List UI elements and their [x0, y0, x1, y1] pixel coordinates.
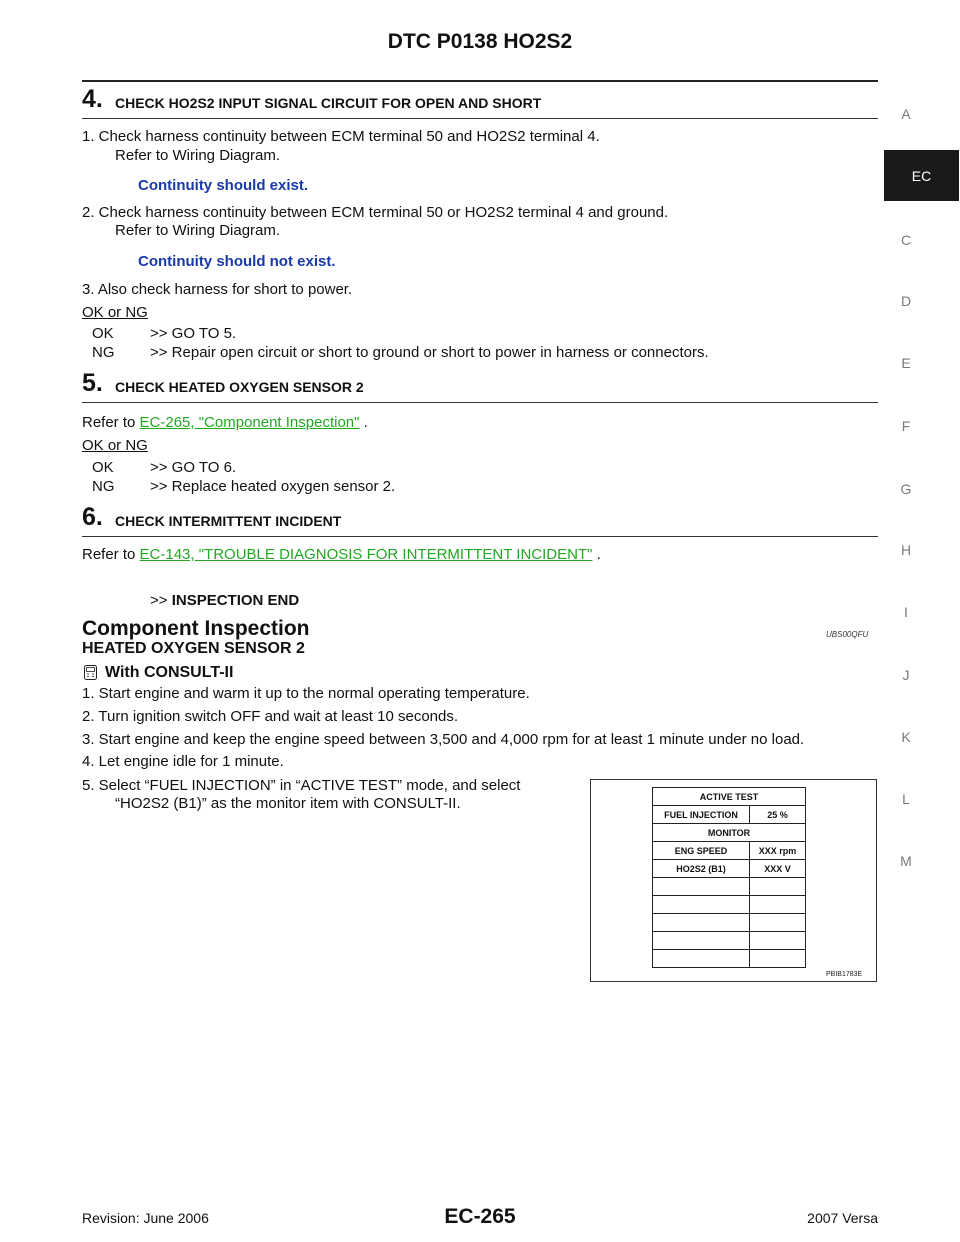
step5-refer-suffix: . — [359, 414, 368, 431]
step5-number: 5. — [82, 369, 103, 397]
component-title: Component Inspection — [82, 617, 310, 640]
empty-row-label — [653, 896, 750, 914]
step4-item1: 1. Check harness continuity between ECM terminal 50 and HO2S2 terminal 4. — [82, 128, 600, 145]
fuel-injection-label: FUEL INJECTION — [653, 806, 750, 824]
step4-ok-val: >> GO TO 5. — [150, 325, 237, 342]
component-step-5-cont: “HO2S2 (B1)” as the monitor item with CONSULT-II. — [115, 795, 461, 812]
step6-title: CHECK INTERMITTENT INCIDENT — [115, 513, 342, 529]
figure-id: PBIB1783E — [826, 971, 863, 978]
step4-item1-sub: Refer to Wiring Diagram. — [115, 147, 281, 164]
ho2s2-value: XXX V — [750, 860, 806, 878]
step4-ok-key: OK — [92, 325, 114, 342]
side-index-e[interactable]: E — [901, 355, 911, 371]
side-index-m[interactable]: M — [900, 853, 912, 869]
active-test-table — [652, 787, 806, 968]
step5-rule — [82, 402, 878, 403]
empty-row-value — [750, 896, 806, 914]
step6-link[interactable]: EC-143, "TROUBLE DIAGNOSIS FOR INTERMITTENT INCIDENT" — [139, 546, 593, 563]
step5-link[interactable]: EC-265, "Component Inspection" — [139, 414, 360, 431]
footer-page-number: EC-265 — [444, 1205, 516, 1228]
step5-ok-or-ng: OK or NG — [82, 437, 148, 454]
side-index-c[interactable]: C — [900, 232, 912, 248]
empty-row-value — [750, 932, 806, 950]
active-test-header: ACTIVE TEST — [653, 788, 806, 806]
component-step-2: 2. Turn ignition switch OFF and wait at least 10 seconds. — [82, 708, 459, 725]
step5-title: CHECK HEATED OXYGEN SENSOR 2 — [115, 379, 364, 395]
step6-number: 6. — [82, 503, 103, 531]
step6-rule — [82, 536, 878, 537]
fuel-injection-value: 25 % — [750, 806, 806, 824]
empty-row-value — [750, 950, 806, 968]
step4-item2: 2. Check harness continuity between ECM terminal 50 or HO2S2 terminal 4 and ground. — [82, 204, 669, 221]
side-index-k[interactable]: K — [901, 729, 911, 745]
empty-row-value — [750, 878, 806, 896]
empty-row-label — [653, 950, 750, 968]
step4-title: CHECK HO2S2 INPUT SIGNAL CIRCUIT FOR OPEN AND SHORT — [115, 95, 542, 111]
consult-tool-icon — [82, 664, 99, 681]
component-step-1: 1. Start engine and warm it up to the normal operating temperature. — [82, 685, 530, 702]
step5-ng-val: >> Replace heated oxygen sensor 2. — [150, 478, 396, 495]
component-subtitle: HEATED OXYGEN SENSOR 2 — [82, 640, 305, 657]
side-index-i[interactable]: I — [904, 604, 908, 620]
side-index-f[interactable]: F — [901, 418, 911, 434]
component-step-5: 5. Select “FUEL INJECTION” in “ACTIVE TEST” mode, and select — [82, 777, 521, 794]
step6-refer-suffix: . — [592, 546, 601, 563]
step4-item2-sub: Refer to Wiring Diagram. — [115, 222, 281, 239]
step4-number: 4. — [82, 85, 103, 113]
step5-refer — [82, 414, 368, 432]
step4-rule — [82, 118, 878, 119]
page-title: DTC P0138 HO2S2 — [387, 30, 573, 53]
step4-ng-val: >> Repair open circuit or short to ground or short to power in harness or connectors. — [150, 344, 709, 361]
ho2s2-label: HO2S2 (B1) — [653, 860, 750, 878]
side-index-j[interactable]: J — [902, 667, 910, 683]
side-index-a[interactable]: A — [901, 106, 911, 122]
component-step-4: 4. Let engine idle for 1 minute. — [82, 753, 284, 770]
header-rule — [82, 80, 878, 82]
step6-end — [150, 592, 299, 610]
footer-revision: Revision: June 2006 — [82, 1210, 209, 1226]
eng-speed-label: ENG SPEED — [653, 842, 750, 860]
step5-ok-val: >> GO TO 6. — [150, 459, 237, 476]
step4-spec2: Continuity should not exist. — [138, 253, 336, 270]
step4-spec1: Continuity should exist. — [138, 177, 309, 194]
component-step-3: 3. Start engine and keep the engine speed between 3,500 and 4,000 rpm for at least 1 minute under no load. — [82, 731, 805, 748]
empty-row-label — [653, 914, 750, 932]
component-code: UBS00QFU — [826, 630, 869, 639]
empty-row-value — [750, 914, 806, 932]
side-index-l[interactable]: L — [902, 791, 910, 807]
step4-ok-or-ng: OK or NG — [82, 304, 148, 321]
component-mode: With CONSULT-II — [105, 664, 234, 681]
step4-item3: 3. Also check harness for short to power. — [82, 281, 353, 298]
step5-ok-key: OK — [92, 459, 114, 476]
side-index-d[interactable]: D — [900, 293, 912, 309]
step5-ng-key: NG — [92, 478, 115, 495]
step6-refer-prefix: Refer to — [82, 546, 140, 563]
step6-end-arrow: >> — [150, 592, 168, 609]
step4-ng-key: NG — [92, 344, 115, 361]
eng-speed-value: XXX rpm — [750, 842, 806, 860]
side-index-h[interactable]: H — [900, 542, 912, 558]
step6-refer — [82, 546, 601, 564]
empty-row-label — [653, 878, 750, 896]
side-index-ec[interactable]: EC — [884, 150, 959, 201]
footer-model: 2007 Versa — [807, 1210, 878, 1226]
empty-row-label — [653, 932, 750, 950]
monitor-header: MONITOR — [653, 824, 806, 842]
step5-refer-prefix: Refer to — [82, 414, 140, 431]
step6-end-text: INSPECTION END — [171, 592, 300, 609]
side-index-g[interactable]: G — [900, 481, 912, 497]
